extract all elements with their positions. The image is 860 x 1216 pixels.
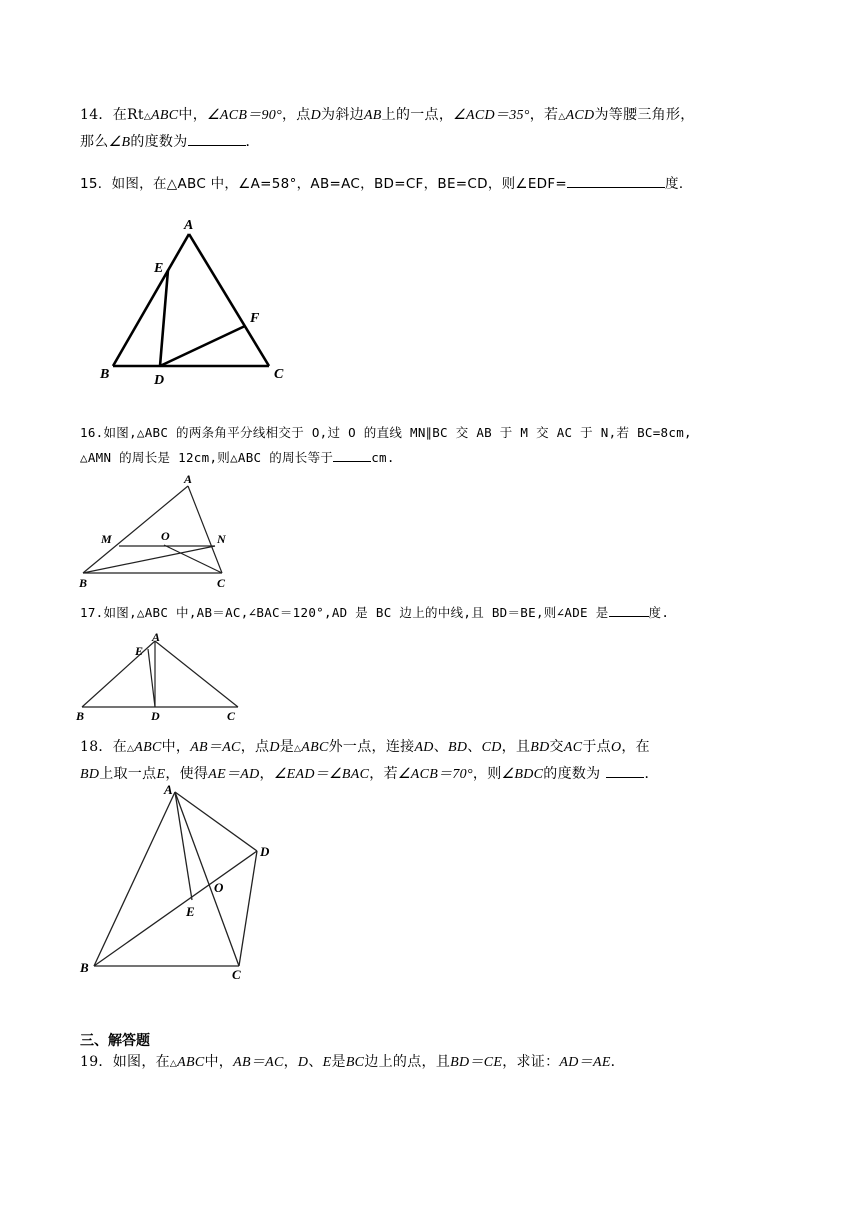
q19-text: ，求证： [502, 1054, 560, 1070]
q14-triangle-abc: ABC [151, 108, 179, 123]
small-triangle-icon: △ [558, 112, 566, 122]
q18-math: ∠EAD＝∠BAC [273, 767, 370, 782]
q18-math: ∠BDC [501, 767, 544, 782]
question-19 [80, 1050, 782, 1077]
q14-ab: AB [363, 108, 382, 123]
label-d: D [154, 373, 165, 388]
label-c: C [274, 367, 284, 382]
label-d: D [151, 709, 160, 723]
q19-text: 边上的点，且 [364, 1054, 451, 1070]
q19-math: AB＝AC [233, 1055, 284, 1070]
q19-math: BD＝CE [450, 1055, 503, 1070]
q18-math: AD [414, 740, 434, 755]
q19-math: ABC [177, 1055, 205, 1070]
q19-text: 是 [331, 1054, 346, 1070]
q18-text: 于点 [582, 739, 611, 755]
q14-angle-b: ∠B [108, 135, 131, 150]
label-f: F [250, 311, 260, 326]
q14-text: ． [245, 134, 260, 150]
q14-point-d: D [310, 108, 322, 123]
q19-math: E [322, 1055, 332, 1070]
q18-math: AE＝AD [208, 767, 260, 782]
q18-text: 18．在 [80, 739, 128, 755]
label-o: O [161, 529, 170, 543]
q18-text: ， [259, 766, 274, 782]
q14-angle-acb: ∠ACB＝90° [207, 108, 282, 123]
label-m: M [101, 532, 112, 546]
q18-math: BD [530, 740, 550, 755]
q18-line-1 [80, 735, 782, 762]
q18-text: 、 [467, 739, 482, 755]
question-16 [80, 420, 782, 470]
label-c: C [217, 576, 226, 590]
q18-math: AC [563, 740, 583, 755]
label-o: O [214, 880, 224, 895]
q18-text: 交 [549, 739, 564, 755]
side-ab [82, 641, 155, 707]
label-e: E [154, 261, 164, 276]
side-ac [155, 641, 238, 707]
label-a: A [152, 630, 161, 644]
question-17 [80, 600, 782, 625]
q19-math: D [297, 1055, 309, 1070]
q19-text: 、 [308, 1054, 323, 1070]
section-heading: 三、解答题 [80, 1033, 150, 1049]
q19-math: BC [345, 1055, 365, 1070]
q17-figure [74, 628, 254, 728]
label-a: A [184, 218, 194, 233]
q14-text: 那么 [80, 134, 109, 150]
answer-blank[interactable] [188, 131, 246, 146]
q17-text: 17.如图,△ABC 中,AB＝AC,∠BAC＝120°,AD 是 BC 边上的中线,且 BD＝BE,则∠ADE 是 [80, 605, 609, 620]
q19-text: ， [283, 1054, 298, 1070]
q14-text: 为斜边 [321, 107, 364, 123]
q19-text: 19．如图，在 [80, 1054, 170, 1070]
answer-blank[interactable] [567, 173, 665, 188]
label-c: C [227, 709, 236, 723]
q14-text: 中， [178, 107, 207, 123]
label-b: B [79, 576, 88, 590]
label-n: N [217, 532, 226, 546]
small-triangle-icon: △ [294, 744, 302, 754]
q14-text: ，点 [282, 107, 311, 123]
q14-number: 14． [80, 107, 113, 123]
q16-line-2 [80, 445, 782, 470]
q18-math: D [269, 740, 280, 755]
answer-blank[interactable] [333, 447, 371, 462]
q17-end: 度. [648, 605, 670, 620]
q18-text: 、 [433, 739, 449, 755]
q18-math: AB＝AC [190, 740, 241, 755]
small-triangle-icon: △ [143, 112, 152, 122]
q18-math: O [610, 740, 622, 755]
label-c: C [232, 967, 241, 982]
q14-angle-acd: ∠ACD＝35° [453, 108, 530, 123]
q19-text: ． [610, 1054, 625, 1070]
label-e: E [135, 644, 144, 658]
q18-math: ∠ACB＝70° [397, 767, 473, 782]
q14-text: 在 [112, 107, 128, 123]
q16-line-1: 16.如图,△ABC 的两条角平分线相交于 O,过 O 的直线 MN∥BC 交 AB 于 M 交 AC 于 N,若 BC=8cm, [80, 425, 692, 440]
q19-math: AD＝AE [559, 1055, 611, 1070]
small-triangle-icon: △ [169, 1059, 178, 1069]
label-e: E [186, 904, 195, 919]
answer-blank[interactable] [606, 763, 644, 778]
label-b: B [76, 709, 85, 723]
side-ac [188, 486, 222, 573]
q14-triangle-acd: ACD [565, 108, 595, 123]
q19-text: 中， [204, 1054, 234, 1070]
segment-ad [175, 792, 257, 851]
q18-text: ． [644, 766, 659, 782]
question-15 [80, 172, 782, 197]
q18-text: 中， [161, 739, 191, 755]
q16-text: △AMN 的周长是 12cm,则△ABC 的周长等于 [80, 450, 334, 465]
q18-text: ，且 [501, 739, 531, 755]
q14-line-2 [80, 130, 782, 155]
q15-figure [96, 214, 296, 394]
q18-text: ，在 [621, 739, 650, 755]
label-d: D [260, 844, 270, 859]
answer-blank[interactable] [609, 602, 649, 617]
q18-text: ，点 [240, 739, 270, 755]
small-triangle-icon: △ [127, 744, 135, 754]
q18-math: ABC [134, 740, 162, 755]
q18-math: ABC [301, 740, 329, 755]
q18-math: CD [481, 740, 502, 755]
label-b: B [80, 960, 89, 975]
label-b: B [100, 367, 110, 382]
side-ac [175, 792, 239, 966]
question-14 [80, 103, 782, 155]
q16-text: cm. [371, 450, 395, 465]
q15-end: 度． [665, 176, 693, 192]
label-a: A [184, 472, 193, 486]
side-ab [94, 792, 175, 966]
q18-text: ，使得 [165, 766, 209, 782]
q18-text: 的度数为 [543, 766, 601, 782]
q18-text: 外一点，连接 [328, 739, 415, 755]
segment-ae [175, 792, 192, 900]
q14-line-1 [80, 103, 782, 130]
q18-text: 是 [279, 739, 295, 755]
side-ab [83, 486, 188, 573]
q15-text: 15．如图，在△ABC 中，∠A=58°，AB=AC，BD=CF，BE=CD，则∠EDF= [80, 176, 568, 192]
q16-figure [76, 470, 246, 592]
segment-cd [239, 851, 257, 966]
segment-ed [148, 649, 155, 707]
label-a: A [164, 782, 173, 797]
q18-text: ，若 [369, 766, 398, 782]
q18-math: E [156, 767, 166, 782]
q14-text: ，若 [529, 107, 559, 123]
segment-df [160, 326, 245, 366]
q18-text: ，则 [472, 766, 502, 782]
q18-figure [76, 780, 286, 986]
q14-text: 的度数为 [130, 134, 188, 150]
side-ab [113, 234, 189, 366]
q14-text: 为等腰三角形， [594, 107, 695, 123]
q14-text: 上的一点， [381, 107, 454, 123]
q14-rt: Rt [127, 107, 144, 123]
q18-text: 上取一点 [99, 766, 157, 782]
q18-math: BD [448, 740, 468, 755]
q18-math: BD [80, 767, 100, 782]
